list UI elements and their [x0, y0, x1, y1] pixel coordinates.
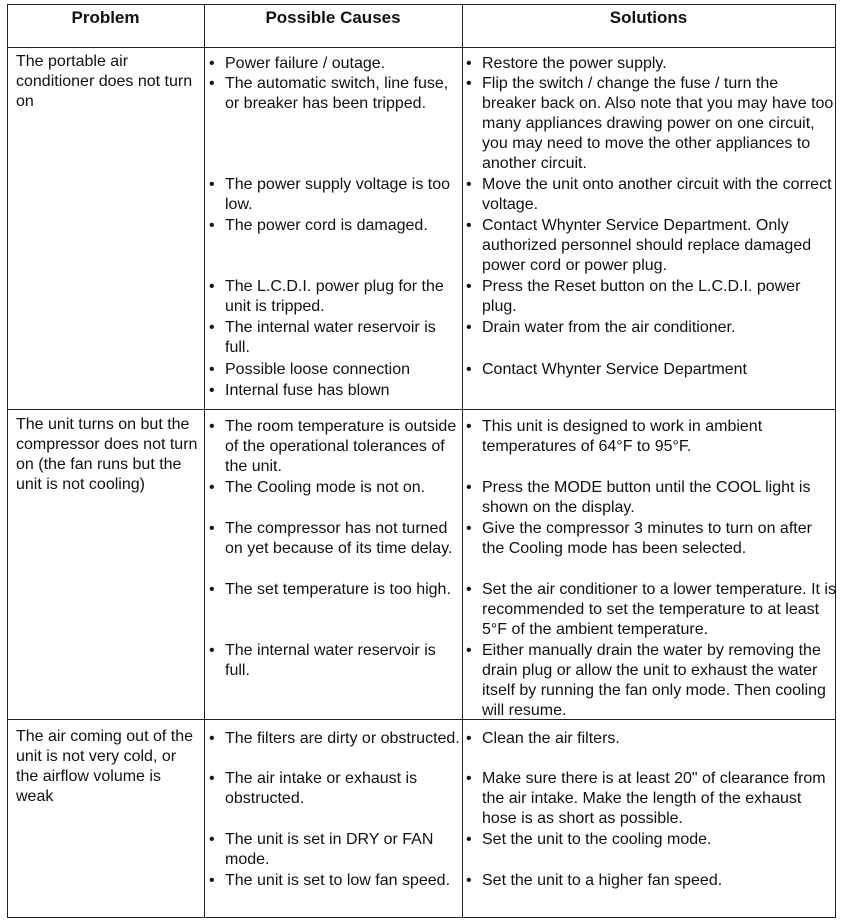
table-border-top: [7, 4, 836, 5]
bullet: •: [209, 361, 215, 378]
row-3-solution-4: • Set the unit to a higher fan speed.: [466, 872, 723, 889]
bullet: •: [466, 319, 472, 336]
row-1-solution-5: • Press the Reset button on the L.C.D.I. power plug.: [466, 278, 801, 315]
row-3-problem: The air coming out of the unit is not very cold, or the airflow volume is weak: [16, 728, 193, 805]
row-1-cause-7: • Possible loose connection: [209, 361, 411, 378]
header-possible-causes: Possible Causes: [265, 8, 401, 27]
bullet: •: [209, 418, 215, 435]
row-2-solution-5: • Either manually drain the water by removing the drain plug or allow the unit to exhaust the water itself by running the fan only mode. Then cooling will resume.: [466, 642, 826, 719]
row-2-problem: The unit turns on but the compressor does not turn on (the fan runs but the unit is not cooling): [16, 416, 198, 493]
bullet: •: [209, 319, 215, 336]
row-1-cause-1: • Power failure / outage.: [209, 55, 386, 72]
bullet: •: [209, 581, 215, 598]
row-2-cause-5: • The internal water reservoir is full.: [209, 642, 436, 679]
row-1-problem: The portable air conditioner does not turn on: [16, 53, 193, 110]
bullet: •: [209, 520, 215, 537]
bullet: •: [466, 55, 472, 72]
row-3-solution-3: • Set the unit to the cooling mode.: [466, 831, 712, 848]
row-2-solution-3: • Give the compressor 3 minutes to turn on after the Cooling mode has been selected.: [466, 520, 812, 557]
bullet: •: [209, 642, 215, 659]
row-3-cause-1: • The filters are dirty or obstructed.: [209, 730, 460, 747]
header-problem: Problem: [71, 8, 140, 27]
bullet: •: [466, 770, 472, 787]
row-2-solution-1: • This unit is designed to work in ambient temperatures of 64°F to 95°F.: [466, 418, 763, 455]
bullet: •: [466, 75, 472, 92]
bullet: •: [466, 176, 472, 193]
bullet: •: [209, 730, 215, 747]
row-3-cause-3: • The unit is set in DRY or FAN mode.: [209, 831, 434, 868]
row-1-solution-6: • Drain water from the air conditioner.: [466, 319, 736, 336]
bullet: •: [466, 520, 472, 537]
bullet: •: [466, 872, 472, 889]
row-2-cause-4: • The set temperature is too high.: [209, 581, 451, 598]
row-1-cause-2: • The automatic switch, line fuse, or breaker has been tripped.: [209, 75, 449, 112]
bullet: •: [466, 418, 472, 435]
row-3-cause-2: • The air intake or exhaust is obstructed.: [209, 770, 418, 807]
bullet: •: [466, 642, 472, 659]
row-2-solution-2: • Press the MODE button until the COOL light is shown on the display.: [466, 479, 811, 516]
row-1-cause-4: • The power cord is damaged.: [209, 217, 428, 234]
table-border-bottom: [7, 917, 836, 918]
row-1-solution-7: • Contact Whynter Service Department: [466, 361, 747, 378]
row-3-solution-1: • Clean the air filters.: [466, 730, 620, 747]
bullet: •: [466, 581, 472, 598]
header-solutions: Solutions: [609, 8, 688, 27]
bullet: •: [466, 831, 472, 848]
row-1-solution-3: • Move the unit onto another circuit with the correct voltage.: [466, 176, 832, 213]
row-2-solution-4: • Set the air conditioner to a lower temperature. It is recommended to set the temperature to at least 5°F of the ambient temperature.: [466, 581, 836, 638]
row-1-cause-5: • The L.C.D.I. power plug for the unit is tripped.: [209, 278, 444, 315]
bullet: •: [209, 831, 215, 848]
bullet: •: [209, 176, 215, 193]
bullet: •: [466, 217, 472, 234]
bullet: •: [209, 55, 215, 72]
bullet: •: [209, 75, 215, 92]
bullet: •: [209, 217, 215, 234]
row-2-cause-3: • The compressor has not turned on yet because of its time delay.: [209, 520, 453, 557]
table-border-left: [7, 4, 8, 917]
row-1-cause-8: • Internal fuse has blown: [209, 382, 390, 399]
row-3-solution-2: • Make sure there is at least 20" of clearance from the air intake. Make the length of the exhaust hose is as short as possible.: [466, 770, 826, 827]
bullet: •: [209, 382, 215, 399]
bullet: •: [466, 361, 472, 378]
row-3-cause-4: • The unit is set to low fan speed.: [209, 872, 451, 889]
row-1-solution-2: • Flip the switch / change the fuse / turn the breaker back on. Also note that you may have too many appliances drawing power on one circuit, you may need to move the other appliances to another circuit.: [466, 75, 834, 172]
bullet: •: [466, 278, 472, 295]
row-1-cause-6: • The internal water reservoir is full.: [209, 319, 436, 356]
bullet: •: [209, 770, 215, 787]
bullet: •: [466, 479, 472, 496]
bullet: •: [209, 872, 215, 889]
row-1-solution-4: • Contact Whynter Service Department. Only authorized personnel should replace damaged power cord or power plug.: [466, 217, 812, 274]
row-1-solution-1: • Restore the power supply.: [466, 55, 667, 72]
row-divider-1: [7, 409, 836, 410]
row-2-cause-2: • The Cooling mode is not on.: [209, 479, 426, 496]
bullet: •: [209, 479, 215, 496]
row-2-cause-1: • The room temperature is outside of the operational tolerances of the unit.: [209, 418, 457, 475]
header-divider: [7, 47, 836, 48]
column-divider-1: [204, 4, 205, 917]
row-1-cause-3: • The power supply voltage is too low.: [209, 176, 451, 213]
bullet: •: [466, 730, 472, 747]
bullet: •: [209, 278, 215, 295]
